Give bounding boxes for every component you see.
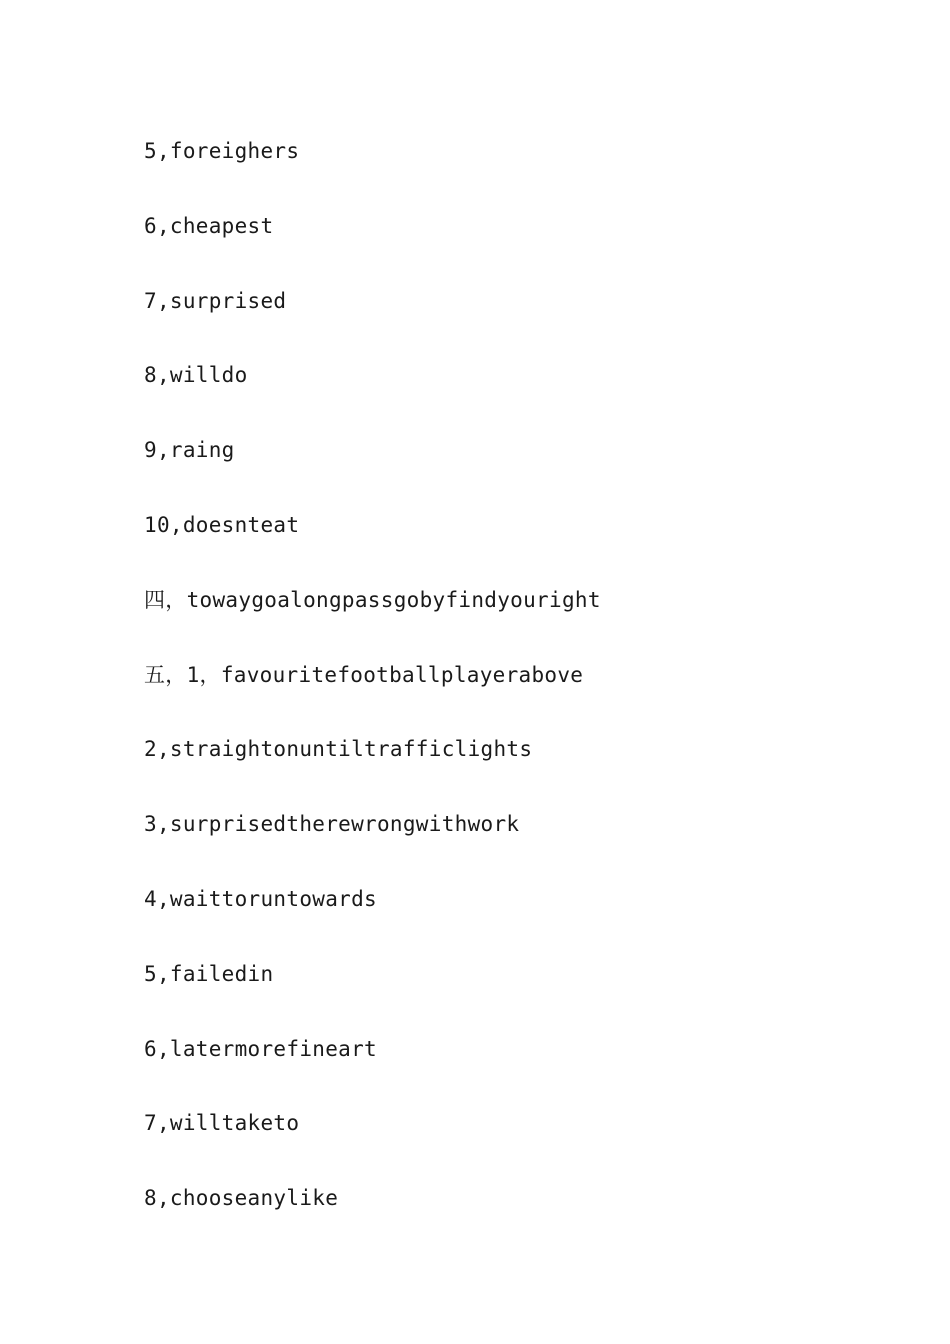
- answer-line: 3,surprisedtherewrongwithwork: [144, 812, 520, 837]
- answer-line: 8,chooseanylike: [144, 1186, 339, 1211]
- section-five-line: 五，1，favouritefootballplayerabove: [144, 662, 584, 687]
- answer-line: 5,failedin: [144, 961, 274, 986]
- answer-line: 6,latermorefineart: [144, 1036, 377, 1061]
- answer-line: 2,straightonuntiltrafficlights: [144, 737, 533, 762]
- answer-line: 4,waittoruntowards: [144, 886, 377, 911]
- answer-list: [144, 136, 601, 1258]
- answer-line: 5,foreighers: [144, 139, 300, 163]
- answer-line: 9,raing: [144, 438, 235, 463]
- answer-line: 6,cheapest: [144, 213, 274, 238]
- answer-line: 10,doesnteat: [144, 512, 300, 537]
- section-four-line: 四，towaygoalongpassgobyfindyouright: [144, 587, 601, 612]
- answer-line: 7,surprised: [144, 288, 287, 313]
- answer-line: 8,willdo: [144, 363, 248, 388]
- answer-line: 7,willtaketo: [144, 1111, 300, 1136]
